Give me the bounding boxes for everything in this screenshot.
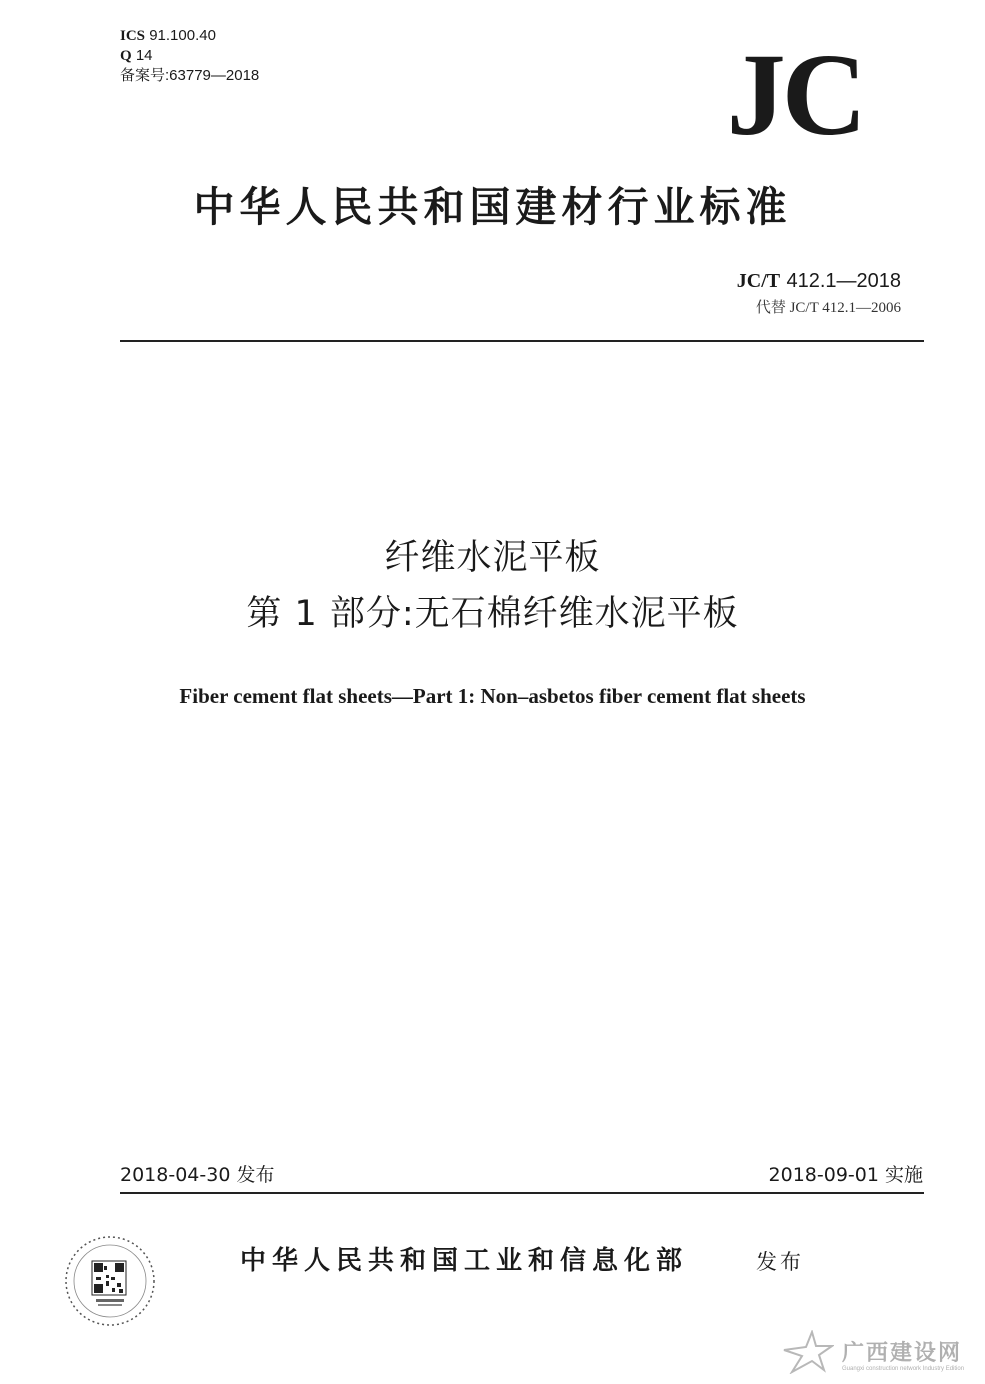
footer-divider [120, 1192, 924, 1194]
document-title-english: Fiber cement flat sheets—Part 1: Non–asbetos fiber cement flat sheets [179, 684, 806, 708]
standard-category-title: 中华人民共和国建材行业标准 [193, 183, 792, 231]
header-divider [120, 340, 924, 342]
ccs-line [120, 46, 259, 66]
jc-logo: JC [726, 29, 863, 160]
qr-seal-icon [62, 1233, 158, 1329]
watermark-text: 广西建设网 [842, 1340, 963, 1366]
issuing-suffix: 发布 [756, 1250, 804, 1274]
ics-line [120, 26, 259, 46]
classification-block [120, 26, 259, 86]
ccs-value: 14 [135, 47, 153, 64]
ccs-label: Q [120, 48, 132, 64]
filing-number: 备案号:63779—2018 [120, 67, 260, 84]
replaces-note: 代替 JC/T 412.1—2006 [755, 300, 901, 316]
standard-number [737, 268, 901, 293]
issue-date: 2018-04-30 发布 [120, 1164, 275, 1186]
standard-number-value: 412.1—2018 [786, 270, 901, 292]
ics-value: 91.100.40 [149, 27, 216, 44]
issuing-authority: 中华人民共和国工业和信息化部 [240, 1246, 689, 1276]
star-watermark-icon [782, 1330, 834, 1374]
standard-number-prefix: JC/T [736, 270, 781, 292]
effective-date: 2018-09-01 实施 [768, 1164, 923, 1186]
document-title-line1: 纤维水泥平板 [384, 538, 601, 578]
ics-label: ICS [120, 28, 146, 44]
watermark-subtext: Guangxi construction network Industry Edition [842, 1366, 965, 1372]
document-title-line2: 第 1 部分:无石棉纤维水泥平板 [246, 594, 739, 634]
